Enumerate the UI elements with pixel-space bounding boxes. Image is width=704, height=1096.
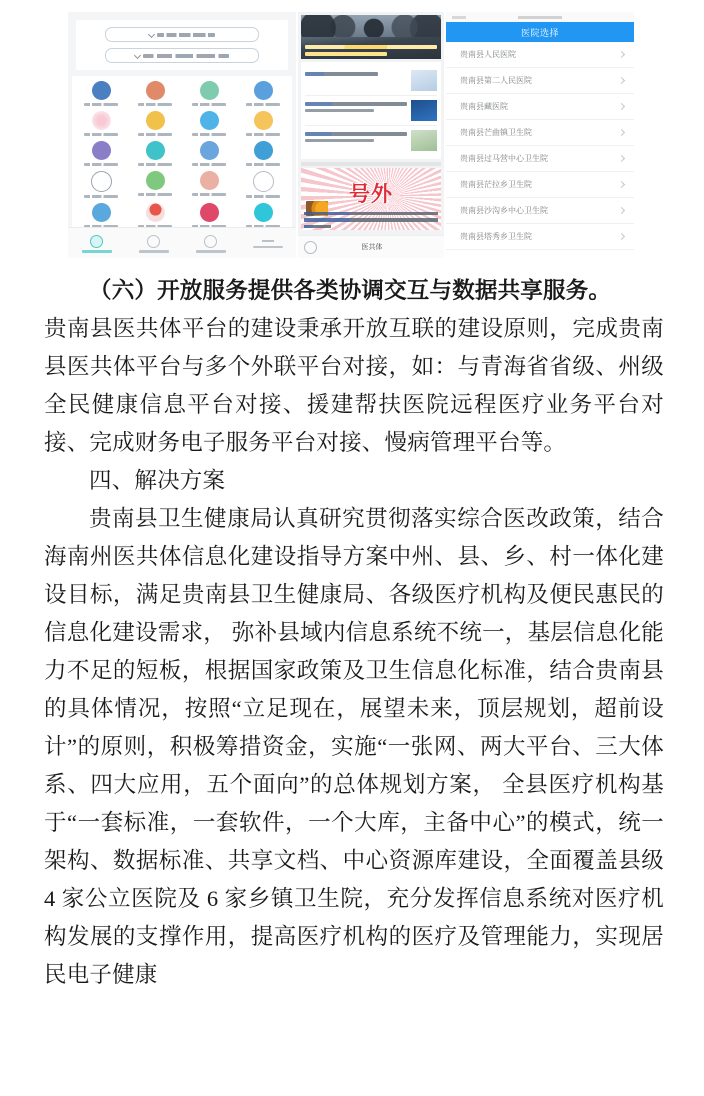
app-grid-item[interactable] (236, 111, 290, 136)
document-body (44, 272, 664, 994)
tab-label (253, 246, 283, 249)
app-grid-item[interactable] (182, 203, 236, 228)
news-line (305, 139, 374, 143)
app-label (246, 195, 280, 198)
app-icon (200, 111, 219, 130)
tibetan-option-row-2[interactable] (105, 48, 259, 63)
chevron-right-icon (618, 181, 625, 188)
tibetan-text-line (143, 54, 229, 58)
paragraph-solution: 贵南县卫生健康局认真研究贯彻落实综合医改政策，结合海南州医共体信息化建设指导方案中州、县、乡、村一体化建设目标，满足贵南县卫生健康局、各级医疗机构及便民惠民的信息化建设需求， 弥补县域内信息系统不统一，基层信息化能力不足的短板，根据国家政策及卫生信息化标准，结合贵南县的具体情况，按照“立足现在，展望未来，顶层规划，超前设计”的原则，积极筹措资金，实施“一张网、两大平台、三大体系、四大应用，五个面向”的总体规划方案， 全县医疗机构基于“一套标准，一套软件，一个大库，主备中心”的模式，统一架构、数据标准、共享文档、中心资源库建设，全面覆盖县级 4 家公立医院及 6 家乡镇卫生院，充分发挥信息系统对医疗机构发展的支撑作用，提高医疗机构的医疗及管理能力，实现居民电子健康 (44, 506, 664, 987)
status-bar (446, 12, 634, 22)
hospital-name: 贵南县芒曲镇卫生院 (460, 128, 532, 137)
app-label (138, 193, 172, 196)
app-icon (91, 171, 112, 192)
list-item[interactable] (446, 42, 634, 68)
hospital-name: 贵南县沙沟乡中心卫生院 (460, 206, 548, 215)
news-item[interactable] (305, 126, 437, 155)
chevron-right-icon (618, 233, 625, 240)
list-item[interactable] (446, 172, 634, 198)
chevron-right-icon (618, 77, 625, 84)
tab-label (82, 250, 112, 253)
section-heading-six: （六）开放服务提供各类协调交互与数据共享服务。 (89, 278, 612, 303)
app-grid-item[interactable] (128, 141, 182, 166)
app-label (192, 163, 226, 166)
app-icon-grid (72, 76, 292, 232)
phone-screenshot-news-feed (298, 12, 444, 258)
list-item[interactable] (446, 224, 634, 250)
hospital-name: 贵南县藏医院 (460, 102, 508, 111)
app-icon (253, 171, 274, 192)
app-icon (92, 203, 111, 222)
hero-headline (305, 45, 437, 56)
app-label (138, 133, 172, 136)
app-label (84, 103, 118, 106)
app-label (192, 133, 226, 136)
app-icon (200, 171, 219, 190)
news-list (301, 62, 441, 159)
hospital-name: 贵南县第二人民医院 (460, 76, 532, 85)
phone-screenshot-hospital-select (446, 12, 634, 258)
app-label (246, 103, 280, 106)
app-grid-item[interactable] (74, 141, 128, 166)
map-pin-icon (146, 203, 165, 222)
app-icon (254, 81, 273, 100)
promo-caption (304, 212, 438, 229)
tibetan-login-card (76, 20, 288, 70)
news-line (305, 72, 378, 76)
check-icon (148, 31, 155, 38)
app-grid-item[interactable] (236, 171, 290, 198)
news-text (305, 130, 407, 142)
hospital-select-header (446, 22, 634, 42)
phone-screenshot-tibetan-app (68, 12, 296, 258)
tibetan-option-row-1[interactable] (105, 27, 259, 42)
app-label (246, 133, 280, 136)
app-icon (254, 141, 273, 160)
app-icon (146, 171, 165, 190)
news-text (305, 100, 407, 112)
app-label (192, 103, 226, 106)
app-label (246, 163, 280, 166)
app-icon (200, 203, 219, 222)
app-grid-item[interactable] (236, 141, 290, 166)
app-icon (92, 141, 111, 160)
news-line (305, 132, 407, 136)
news-line (305, 102, 407, 106)
back-icon[interactable] (304, 241, 317, 254)
news-item[interactable] (305, 96, 437, 126)
hospital-name: 贵南县塔秀乡卫生院 (460, 232, 532, 241)
list-item[interactable] (446, 94, 634, 120)
app-label (84, 163, 118, 166)
tab-services[interactable] (139, 235, 169, 253)
paragraph-open-services: 贵南县医共体平台的建设秉承开放互联的建设原则，完成贵南县医共体平台与多个外联平台对接，如：与青海省省级、州级全民健康信息平台对接、援建帮扶医院远程医疗业务平台对接、完成财务电子服务平台对接、慢病管理平台等。 (44, 316, 664, 455)
hospital-name: 贵南县人民医院 (460, 50, 516, 59)
check-icon (134, 52, 141, 59)
list-item[interactable] (446, 120, 634, 146)
hospital-name: 贵南县茫拉乡卫生院 (460, 180, 532, 189)
promo-banner[interactable] (301, 168, 441, 230)
hero-headline-line-1 (305, 45, 437, 49)
person-icon (204, 235, 217, 248)
app-icon (254, 203, 273, 222)
chevron-right-icon (618, 103, 625, 110)
app-grid-item[interactable] (182, 171, 236, 198)
app-grid-item[interactable] (74, 111, 128, 136)
hero-banner[interactable] (301, 15, 441, 59)
news-bottom-title: 医共体 (361, 243, 383, 251)
more-icon (262, 240, 274, 244)
ad-section-label (301, 162, 441, 166)
app-grid-item[interactable] (182, 141, 236, 166)
news-text (305, 70, 407, 76)
app-grid-item[interactable] (128, 171, 182, 198)
bottom-tab-bar (68, 227, 296, 258)
app-grid-item[interactable] (128, 111, 182, 136)
app-label (84, 195, 118, 198)
promo-line (304, 218, 438, 222)
app-icon (200, 81, 219, 100)
screenshot-figure (68, 12, 634, 258)
app-icon (92, 111, 111, 130)
list-item[interactable] (446, 68, 634, 94)
tab-more[interactable] (253, 240, 283, 249)
chevron-right-icon (618, 207, 625, 214)
app-grid-item[interactable] (128, 81, 182, 106)
app-grid-item[interactable] (74, 203, 128, 228)
app-label (138, 163, 172, 166)
app-icon (92, 81, 111, 100)
app-grid-item[interactable] (182, 111, 236, 136)
app-grid-item[interactable] (236, 81, 290, 106)
news-item[interactable] (305, 66, 437, 96)
news-thumbnail (411, 100, 437, 121)
app-grid-item[interactable] (128, 203, 182, 228)
hospital-name: 贵南县过马营中心卫生院 (460, 154, 548, 163)
news-bottom-bar (298, 235, 444, 258)
hero-headline-line-2 (305, 52, 387, 56)
app-icon (200, 141, 219, 160)
app-icon (254, 111, 273, 130)
cloud-icon (147, 235, 160, 248)
app-icon (146, 111, 165, 130)
news-line (305, 109, 374, 113)
app-icon (146, 141, 165, 160)
hospital-list (446, 42, 634, 250)
app-grid-item[interactable] (236, 203, 290, 228)
promo-line (304, 212, 438, 216)
chevron-right-icon (618, 155, 625, 162)
chevron-right-icon (618, 129, 625, 136)
list-item[interactable] (446, 198, 634, 224)
app-label (192, 193, 226, 196)
promo-line (304, 225, 331, 229)
app-grid-item[interactable] (182, 81, 236, 106)
app-grid-item[interactable] (74, 171, 128, 198)
tab-home[interactable] (82, 235, 112, 253)
list-item[interactable] (446, 146, 634, 172)
tab-profile[interactable] (196, 235, 226, 253)
app-grid-item[interactable] (74, 81, 128, 106)
app-icon (146, 81, 165, 100)
tab-label (139, 250, 169, 253)
section-title-four: 四、解决方案 (89, 468, 226, 493)
home-icon (90, 235, 103, 248)
app-label (84, 133, 118, 136)
app-label (138, 103, 172, 106)
tibetan-text-line (157, 33, 215, 37)
news-thumbnail (411, 70, 437, 91)
tab-label (196, 250, 226, 253)
news-thumbnail (411, 130, 437, 151)
page-title: 医院选择 (520, 28, 559, 39)
chevron-right-icon (618, 51, 625, 58)
